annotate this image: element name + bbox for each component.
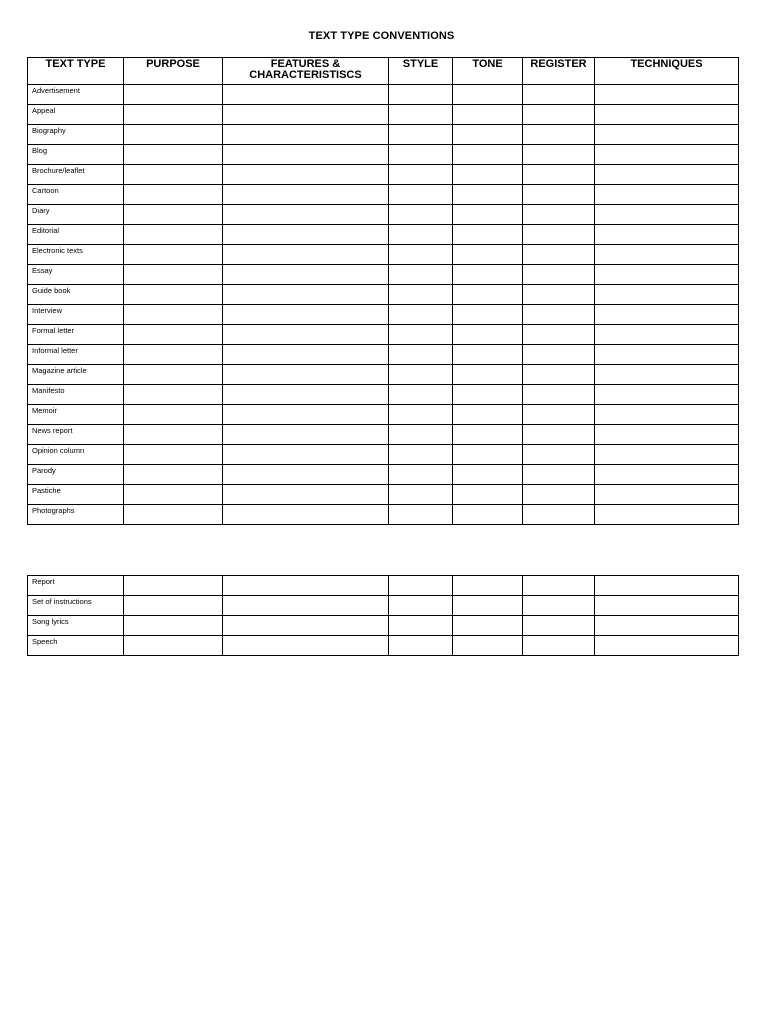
techniques-cell[interactable] [595,225,739,245]
features-cell[interactable] [223,265,389,285]
register-cell[interactable] [523,345,595,365]
table-row [28,245,739,265]
features-cell[interactable] [223,505,389,525]
tone-cell[interactable] [453,185,523,205]
register-cell[interactable] [523,85,595,105]
style-cell[interactable] [389,125,453,145]
purpose-cell[interactable] [124,405,223,425]
purpose-cell[interactable] [124,636,223,656]
style-cell[interactable] [389,225,453,245]
style-cell[interactable] [389,345,453,365]
register-cell[interactable] [523,465,595,485]
features-cell[interactable] [223,85,389,105]
register-cell[interactable] [523,265,595,285]
features-cell[interactable] [223,636,389,656]
text-type-cell: Brochure/leaflet [28,165,124,185]
text-type-cell: Appeal [28,105,124,125]
features-cell[interactable] [223,145,389,165]
techniques-cell[interactable] [595,145,739,165]
features-cell[interactable] [223,425,389,445]
tone-cell[interactable] [453,596,523,616]
techniques-cell[interactable] [595,265,739,285]
tone-cell[interactable] [453,245,523,265]
text-type-cell: Song lyrics [28,616,124,636]
purpose-cell[interactable] [124,285,223,305]
text-type-cell: Opinion column [28,445,124,465]
header-tone: TONE [453,58,523,85]
features-cell[interactable] [223,205,389,225]
register-cell[interactable] [523,325,595,345]
purpose-cell[interactable] [124,265,223,285]
text-type-cell: Electronic texts [28,245,124,265]
style-cell[interactable] [389,265,453,285]
text-type-table [27,57,739,525]
style-cell[interactable] [389,245,453,265]
text-type-cell: Speech [28,636,124,656]
text-type-cell: Pastiche [28,485,124,505]
tone-cell[interactable] [453,225,523,245]
features-cell[interactable] [223,576,389,596]
purpose-cell[interactable] [124,345,223,365]
table-row [28,225,739,245]
text-type-cell: Diary [28,205,124,225]
features-cell[interactable] [223,345,389,365]
text-type-cell: Blog [28,145,124,165]
techniques-cell[interactable] [595,445,739,465]
page-title: TEXT TYPE CONVENTIONS [308,30,455,42]
style-cell[interactable] [389,85,453,105]
purpose-cell[interactable] [124,165,223,185]
techniques-cell[interactable] [595,345,739,365]
table-row [28,285,739,305]
tone-cell[interactable] [453,105,523,125]
tone-cell[interactable] [453,365,523,385]
style-cell[interactable] [389,445,453,465]
features-cell[interactable] [223,105,389,125]
techniques-cell[interactable] [595,125,739,145]
text-type-cell: News report [28,425,124,445]
register-cell[interactable] [523,225,595,245]
text-type-cell: Informal letter [28,345,124,365]
register-cell[interactable] [523,185,595,205]
style-cell[interactable] [389,505,453,525]
purpose-cell[interactable] [124,205,223,225]
purpose-cell[interactable] [124,576,223,596]
features-cell[interactable] [223,365,389,385]
register-cell[interactable] [523,616,595,636]
techniques-cell[interactable] [595,185,739,205]
register-cell[interactable] [523,365,595,385]
header-register: REGISTER [523,58,595,85]
techniques-cell[interactable] [595,596,739,616]
register-cell[interactable] [523,405,595,425]
text-type-cell: Report [28,576,124,596]
text-type-cell: Formal letter [28,325,124,345]
text-type-cell: Parody [28,465,124,485]
tone-cell[interactable] [453,265,523,285]
register-cell[interactable] [523,145,595,165]
techniques-cell[interactable] [595,636,739,656]
tone-cell[interactable] [453,445,523,465]
tone-cell[interactable] [453,85,523,105]
purpose-cell[interactable] [124,185,223,205]
register-cell[interactable] [523,125,595,145]
techniques-cell[interactable] [595,285,739,305]
purpose-cell[interactable] [124,245,223,265]
text-type-table-continued [27,575,739,656]
table-row [28,485,739,505]
style-cell[interactable] [389,425,453,445]
tone-cell[interactable] [453,345,523,365]
purpose-cell[interactable] [124,305,223,325]
register-cell[interactable] [523,505,595,525]
techniques-cell[interactable] [595,485,739,505]
tone-cell[interactable] [453,425,523,445]
tone-cell[interactable] [453,125,523,145]
text-type-cell: Memoir [28,405,124,425]
table-row [28,345,739,365]
tone-cell[interactable] [453,165,523,185]
header-features: FEATURES & CHARACTERISTISCS [223,58,389,85]
style-cell[interactable] [389,105,453,125]
table-row [28,385,739,405]
register-cell[interactable] [523,245,595,265]
tone-cell[interactable] [453,145,523,165]
purpose-cell[interactable] [124,485,223,505]
style-cell[interactable] [389,205,453,225]
style-cell[interactable] [389,385,453,405]
techniques-cell[interactable] [595,576,739,596]
register-cell[interactable] [523,485,595,505]
register-cell[interactable] [523,105,595,125]
techniques-cell[interactable] [595,365,739,385]
techniques-cell[interactable] [595,385,739,405]
purpose-cell[interactable] [124,465,223,485]
purpose-cell[interactable] [124,85,223,105]
techniques-cell[interactable] [595,165,739,185]
text-type-cell: Advertisement [28,85,124,105]
header-techniques: TECHNIQUES [595,58,739,85]
techniques-cell[interactable] [595,465,739,485]
tone-cell[interactable] [453,285,523,305]
text-type-cell: Interview [28,305,124,325]
techniques-cell[interactable] [595,105,739,125]
table-row [28,405,739,425]
style-cell[interactable] [389,485,453,505]
text-type-table-continued-body [28,576,739,656]
style-cell[interactable] [389,465,453,485]
header-text-type: TEXT TYPE [28,58,124,85]
features-cell[interactable] [223,305,389,325]
register-cell[interactable] [523,305,595,325]
table-row [28,105,739,125]
text-type-cell: Set of instructions [28,596,124,616]
features-cell[interactable] [223,445,389,465]
features-cell[interactable] [223,125,389,145]
techniques-cell[interactable] [595,85,739,105]
header-row [28,58,739,85]
register-cell[interactable] [523,205,595,225]
tone-cell[interactable] [453,485,523,505]
table-row [28,425,739,445]
techniques-cell[interactable] [595,205,739,225]
style-cell[interactable] [389,145,453,165]
table-row [28,85,739,105]
features-cell[interactable] [223,325,389,345]
table-row [28,505,739,525]
table-row [28,465,739,485]
purpose-cell[interactable] [124,505,223,525]
table-row [28,145,739,165]
style-cell[interactable] [389,365,453,385]
table-row [28,205,739,225]
text-type-cell: Manifesto [28,385,124,405]
purpose-cell[interactable] [124,105,223,125]
text-type-cell: Guide book [28,285,124,305]
purpose-cell[interactable] [124,445,223,465]
text-type-cell: Cartoon [28,185,124,205]
features-cell[interactable] [223,385,389,405]
techniques-cell[interactable] [595,405,739,425]
table-row [28,125,739,145]
style-cell[interactable] [389,636,453,656]
tone-cell[interactable] [453,325,523,345]
purpose-cell[interactable] [124,325,223,345]
register-cell[interactable] [523,165,595,185]
table-row [28,265,739,285]
text-type-cell: Editorial [28,225,124,245]
techniques-cell[interactable] [595,505,739,525]
purpose-cell[interactable] [124,616,223,636]
tone-cell[interactable] [453,305,523,325]
features-cell[interactable] [223,185,389,205]
features-cell[interactable] [223,485,389,505]
register-cell[interactable] [523,285,595,305]
techniques-cell[interactable] [595,425,739,445]
table-row [28,596,739,616]
style-cell[interactable] [389,576,453,596]
text-type-table-body [28,85,739,525]
techniques-cell[interactable] [595,325,739,345]
style-cell[interactable] [389,285,453,305]
purpose-cell[interactable] [124,225,223,245]
purpose-cell[interactable] [124,385,223,405]
features-cell[interactable] [223,596,389,616]
table-row [28,165,739,185]
style-cell[interactable] [389,305,453,325]
table-row [28,576,739,596]
table-row [28,616,739,636]
techniques-cell[interactable] [595,305,739,325]
register-cell[interactable] [523,445,595,465]
purpose-cell[interactable] [124,125,223,145]
tone-cell[interactable] [453,405,523,425]
text-type-cell: Photographs [28,505,124,525]
style-cell[interactable] [389,596,453,616]
table-row [28,325,739,345]
tone-cell[interactable] [453,636,523,656]
features-cell[interactable] [223,285,389,305]
features-cell[interactable] [223,405,389,425]
register-cell[interactable] [523,385,595,405]
header-purpose: PURPOSE [124,58,223,85]
text-type-cell: Magazine article [28,365,124,385]
text-type-cell: Essay [28,265,124,285]
features-cell[interactable] [223,465,389,485]
table-row [28,636,739,656]
header-style: STYLE [389,58,453,85]
table-row [28,445,739,465]
techniques-cell[interactable] [595,616,739,636]
features-cell[interactable] [223,616,389,636]
text-type-cell: Biography [28,125,124,145]
style-cell[interactable] [389,185,453,205]
tone-cell[interactable] [453,505,523,525]
features-cell[interactable] [223,165,389,185]
purpose-cell[interactable] [124,596,223,616]
register-cell[interactable] [523,576,595,596]
purpose-cell[interactable] [124,425,223,445]
style-cell[interactable] [389,405,453,425]
table-row [28,305,739,325]
tone-cell[interactable] [453,385,523,405]
techniques-cell[interactable] [595,245,739,265]
register-cell[interactable] [523,596,595,616]
register-cell[interactable] [523,636,595,656]
features-cell[interactable] [223,245,389,265]
table-row [28,185,739,205]
features-cell[interactable] [223,225,389,245]
tone-cell[interactable] [453,205,523,225]
style-cell[interactable] [389,616,453,636]
register-cell[interactable] [523,425,595,445]
style-cell[interactable] [389,165,453,185]
table-row [28,365,739,385]
style-cell[interactable] [389,325,453,345]
tone-cell[interactable] [453,616,523,636]
purpose-cell[interactable] [124,365,223,385]
tone-cell[interactable] [453,576,523,596]
tone-cell[interactable] [453,465,523,485]
purpose-cell[interactable] [124,145,223,165]
